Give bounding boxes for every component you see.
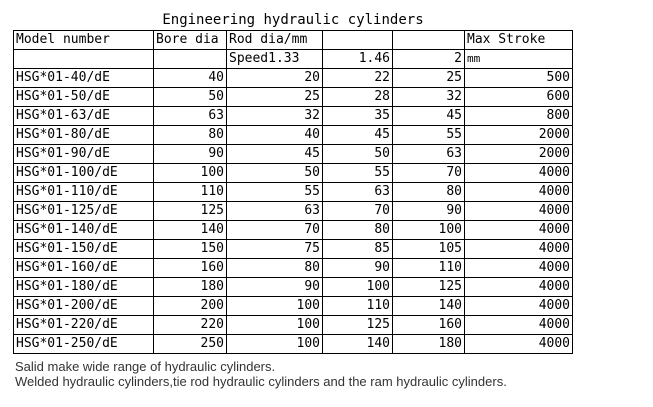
table-row <box>14 145 573 164</box>
cell-model-number: HSG*01-250/dE <box>14 335 154 354</box>
cell-rod-dia-2: 125 <box>323 316 393 335</box>
cell-rod-dia-1: 100 <box>227 297 323 316</box>
cell-model-number: HSG*01-50/dE <box>14 88 154 107</box>
cell-model-number: HSG*01-125/dE <box>14 202 154 221</box>
cell-bore-dia: 110 <box>154 183 227 202</box>
cell-rod-dia-2: 140 <box>323 335 393 354</box>
table-row <box>14 316 573 335</box>
cell-rod-dia-2: 110 <box>323 297 393 316</box>
cell-rod-dia-1: 80 <box>227 259 323 278</box>
cell-rod-dia-3: 100 <box>393 221 465 240</box>
header-model-number: Model number <box>14 31 154 50</box>
header-blank-2 <box>393 31 465 50</box>
cell-rod-dia-1: 32 <box>227 107 323 126</box>
table-row <box>14 221 573 240</box>
cell-rod-dia-1: 45 <box>227 145 323 164</box>
cell-max-stroke: 500 <box>465 69 573 88</box>
table-row <box>14 164 573 183</box>
cell-rod-dia-3: 63 <box>393 145 465 164</box>
cell-max-stroke: 4000 <box>465 335 573 354</box>
cell-rod-dia-3: 80 <box>393 183 465 202</box>
cell-bore-dia: 140 <box>154 221 227 240</box>
cylinder-spec-table <box>13 11 573 354</box>
subheader-speed-ratio-3: 2 <box>393 50 465 69</box>
cell-max-stroke: 2000 <box>465 145 573 164</box>
cell-rod-dia-3: 70 <box>393 164 465 183</box>
cell-rod-dia-1: 63 <box>227 202 323 221</box>
cell-bore-dia: 125 <box>154 202 227 221</box>
cell-max-stroke: 600 <box>465 88 573 107</box>
table-row <box>14 183 573 202</box>
cell-rod-dia-3: 180 <box>393 335 465 354</box>
table-row <box>14 88 573 107</box>
subheader-unit: mm <box>465 50 573 69</box>
cell-rod-dia-2: 85 <box>323 240 393 259</box>
subheader-row <box>14 50 573 69</box>
cell-max-stroke: 4000 <box>465 164 573 183</box>
cell-rod-dia-2: 28 <box>323 88 393 107</box>
cell-bore-dia: 40 <box>154 69 227 88</box>
cell-rod-dia-2: 80 <box>323 221 393 240</box>
cell-model-number: HSG*01-220/dE <box>14 316 154 335</box>
cell-rod-dia-1: 50 <box>227 164 323 183</box>
cell-rod-dia-3: 55 <box>393 126 465 145</box>
cell-bore-dia: 160 <box>154 259 227 278</box>
cell-rod-dia-2: 45 <box>323 126 393 145</box>
cell-max-stroke: 4000 <box>465 202 573 221</box>
cell-rod-dia-2: 70 <box>323 202 393 221</box>
cell-rod-dia-2: 22 <box>323 69 393 88</box>
table-row <box>14 335 573 354</box>
header-row <box>14 31 573 50</box>
table-row <box>14 107 573 126</box>
cell-rod-dia-1: 90 <box>227 278 323 297</box>
cell-rod-dia-1: 100 <box>227 316 323 335</box>
cell-rod-dia-3: 160 <box>393 316 465 335</box>
cell-bore-dia: 200 <box>154 297 227 316</box>
cell-rod-dia-3: 140 <box>393 297 465 316</box>
cell-model-number: HSG*01-150/dE <box>14 240 154 259</box>
cell-bore-dia: 100 <box>154 164 227 183</box>
cell-rod-dia-3: 45 <box>393 107 465 126</box>
subheader-blank-1 <box>14 50 154 69</box>
cell-max-stroke: 4000 <box>465 259 573 278</box>
cell-rod-dia-2: 55 <box>323 164 393 183</box>
cell-bore-dia: 90 <box>154 145 227 164</box>
cell-bore-dia: 250 <box>154 335 227 354</box>
header-bore-dia: Bore dia <box>154 31 227 50</box>
header-max-stroke: Max Stroke <box>465 31 573 50</box>
cell-rod-dia-1: 55 <box>227 183 323 202</box>
cell-bore-dia: 180 <box>154 278 227 297</box>
cell-rod-dia-3: 25 <box>393 69 465 88</box>
cell-rod-dia-1: 40 <box>227 126 323 145</box>
cell-model-number: HSG*01-180/dE <box>14 278 154 297</box>
cell-bore-dia: 150 <box>154 240 227 259</box>
cell-model-number: HSG*01-90/dE <box>14 145 154 164</box>
notes <box>15 359 507 389</box>
cell-model-number: HSG*01-110/dE <box>14 183 154 202</box>
cell-max-stroke: 4000 <box>465 240 573 259</box>
cell-rod-dia-1: 100 <box>227 335 323 354</box>
cell-rod-dia-2: 90 <box>323 259 393 278</box>
table-row <box>14 278 573 297</box>
cell-max-stroke: 4000 <box>465 297 573 316</box>
header-blank-1 <box>323 31 393 50</box>
cell-bore-dia: 63 <box>154 107 227 126</box>
cell-rod-dia-3: 90 <box>393 202 465 221</box>
cell-rod-dia-3: 125 <box>393 278 465 297</box>
cell-model-number: HSG*01-80/dE <box>14 126 154 145</box>
spec-sheet <box>13 11 573 354</box>
cell-rod-dia-2: 35 <box>323 107 393 126</box>
cell-rod-dia-1: 75 <box>227 240 323 259</box>
cell-max-stroke: 4000 <box>465 316 573 335</box>
cell-bore-dia: 80 <box>154 126 227 145</box>
table-row <box>14 126 573 145</box>
note-line-1: Salid make wide range of hydraulic cylinders. <box>15 359 276 374</box>
table-title: Engineering hydraulic cylinders <box>162 12 424 28</box>
cell-bore-dia: 220 <box>154 316 227 335</box>
cell-rod-dia-1: 20 <box>227 69 323 88</box>
cell-rod-dia-2: 50 <box>323 145 393 164</box>
cell-model-number: HSG*01-40/dE <box>14 69 154 88</box>
cell-bore-dia: 50 <box>154 88 227 107</box>
cell-rod-dia-3: 110 <box>393 259 465 278</box>
cell-model-number: HSG*01-140/dE <box>14 221 154 240</box>
cell-model-number: HSG*01-160/dE <box>14 259 154 278</box>
cell-max-stroke: 4000 <box>465 221 573 240</box>
cell-rod-dia-3: 105 <box>393 240 465 259</box>
subheader-blank-2 <box>154 50 227 69</box>
cell-max-stroke: 2000 <box>465 126 573 145</box>
cell-model-number: HSG*01-100/dE <box>14 164 154 183</box>
table-row <box>14 259 573 278</box>
table-row <box>14 69 573 88</box>
cell-max-stroke: 4000 <box>465 278 573 297</box>
header-rod-dia: Rod dia/mm <box>227 31 323 50</box>
subheader-speed-ratio-1: Speed1.33 <box>227 50 323 69</box>
cell-model-number: HSG*01-200/dE <box>14 297 154 316</box>
cell-rod-dia-2: 100 <box>323 278 393 297</box>
note-line-2: Welded hydraulic cylinders,tie rod hydraulic cylinders and the ram hydraulic cylinders. <box>15 374 507 389</box>
table-row <box>14 240 573 259</box>
table-row <box>14 202 573 221</box>
cell-rod-dia-2: 63 <box>323 183 393 202</box>
cell-rod-dia-1: 70 <box>227 221 323 240</box>
cell-max-stroke: 4000 <box>465 183 573 202</box>
table-row <box>14 297 573 316</box>
cell-rod-dia-3: 32 <box>393 88 465 107</box>
cell-model-number: HSG*01-63/dE <box>14 107 154 126</box>
subheader-speed-ratio-2: 1.46 <box>323 50 393 69</box>
title-row <box>14 11 573 31</box>
cell-max-stroke: 800 <box>465 107 573 126</box>
cell-rod-dia-1: 25 <box>227 88 323 107</box>
